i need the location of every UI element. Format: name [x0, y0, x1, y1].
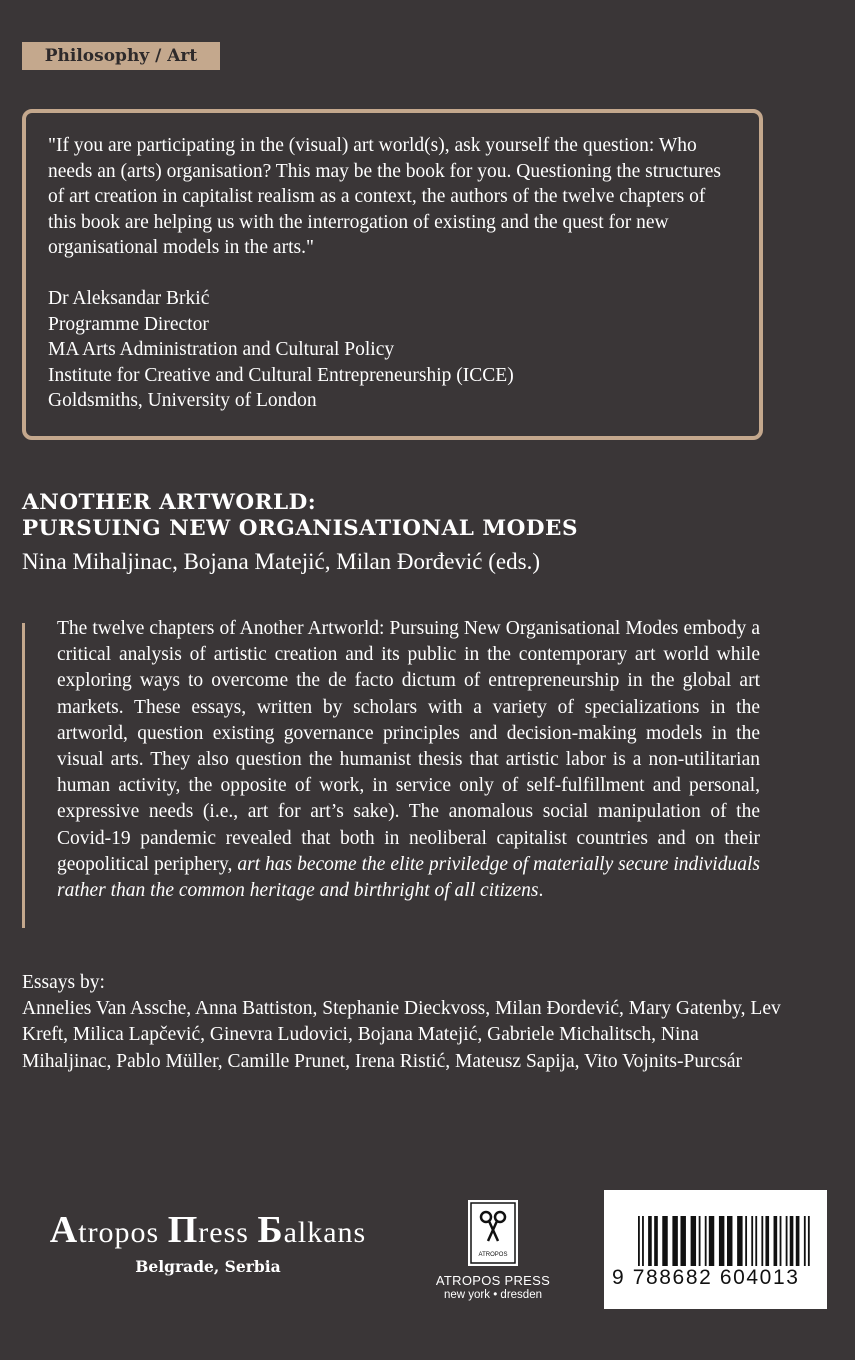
atropos-logo-label: ATROPOS: [478, 1252, 508, 1258]
barcode-bar: [654, 1216, 658, 1266]
book-title-line2: PURSUING NEW ORGANISATIONAL MODES: [22, 516, 578, 541]
barcode-bar: [737, 1216, 742, 1266]
barcode-bar: [691, 1216, 696, 1266]
barcode-bar: [680, 1216, 685, 1266]
barcode-bar: [751, 1216, 753, 1266]
barcode-bar: [808, 1216, 810, 1266]
barcode-bar: [642, 1216, 644, 1266]
essays-section: [22, 970, 782, 1075]
barcode-bar: [804, 1216, 806, 1266]
category-tag: Philosophy / Art: [22, 42, 220, 70]
book-title: [22, 490, 578, 542]
atropos-city: new york • dresden: [444, 1289, 542, 1301]
atropos-logo: [468, 1200, 518, 1266]
isbn-barcode: [604, 1190, 827, 1309]
publisher-city: Belgrade, Serbia: [135, 1257, 281, 1276]
description-rule: [22, 623, 25, 928]
book-description: [57, 616, 760, 904]
barcode-bar: [672, 1216, 677, 1266]
barcode-bar: [638, 1216, 640, 1266]
description-end: .: [538, 880, 544, 902]
barcode-bar: [786, 1216, 788, 1266]
scissors-logo-icon: [469, 1201, 517, 1265]
endorser-university: Goldsmiths, University of London: [48, 390, 317, 412]
barcode-bar: [790, 1216, 794, 1266]
barcode-bar: [662, 1216, 667, 1266]
barcode-bar: [780, 1216, 782, 1266]
book-editors: Nina Mihaljinac, Bojana Matejić, Milan Đorđević (eds.): [22, 549, 540, 574]
barcode-bar: [745, 1216, 747, 1266]
essays-heading: Essays by:: [22, 972, 105, 993]
endorser-programme: MA Arts Administration and Cultural Policy: [48, 339, 395, 361]
endorser-name: Dr Aleksandar Brkić: [48, 287, 210, 309]
barcode-bar: [699, 1216, 701, 1266]
barcode-bar: [719, 1216, 724, 1266]
endorsement-box: [22, 109, 763, 440]
barcode-bar: [709, 1216, 714, 1266]
barcode-bar: [705, 1216, 707, 1266]
barcode-bar: [755, 1216, 757, 1266]
essays-authors: Annelies Van Assche, Anna Battiston, Stephanie Dieckvoss, Milan Đordević, Mary Gatenby, Lev Kreft, Milica Lapčević, Ginevra Ludovici, Bojana Matejić, Gabriele Michalitsch, Nina Mihaljinac, Pablo Müller, Camille Prunet, Irena Ristić, Mateusz Sapija, Vito Vojnits-Purcsár: [22, 998, 781, 1072]
endorser-institute: Institute for Creative and Cultural Entrepreneurship (ICCE): [48, 364, 514, 386]
description-italic: art has become the elite priviledge of materially secure individuals rather than the common heritage and birthright of all citizens: [57, 853, 760, 902]
barcode-bar: [796, 1216, 800, 1266]
publisher-block: [28, 1209, 388, 1276]
endorsement-quote: "If you are participating in the (visual) art world(s), ask yourself the question: Who needs an (arts) organisation? This may be the book for you. Questioning the structures of art creation in capitalist realism as a context, the authors of the twelve chapters of this book are helping us with the interrogation of existing and the quest for new organisational models in the arts.": [48, 135, 721, 259]
endorser-role: Programme Director: [48, 313, 209, 335]
book-title-line1: ANOTHER ARTWORLD:: [22, 490, 317, 515]
barcode-bars: [638, 1216, 816, 1266]
barcode-bar: [727, 1216, 732, 1266]
isbn-digits: 9 788682 604013: [612, 1266, 800, 1289]
endorser-block: [48, 286, 737, 414]
barcode-bar: [774, 1216, 778, 1266]
description-main: The twelve chapters of Another Artworld: Pursuing New Organisational Modes embody a critical analysis of artistic creation and its public in the contemporary art world while exploring ways to overcome the de facto dictum of entrepreneurship in the global art markets. These essays, written by scholars with a variety of specializations in the artworld, question existing governance principles and decision-making models in the visual arts. They also question the humanist thesis that artistic labor is a non-utilitarian human activity, the opposite of work, in service only of self-fulfillment and personal, expressive needs (i.e., art for art’s sake). The anomalous social manipulation of the Covid-19 pandemic revealed that both in neoliberal capitalist countries and on their geopolitical periphery,: [57, 618, 760, 875]
barcode-bar: [648, 1216, 652, 1266]
atropos-name: ATROPOS PRESS: [435, 1273, 551, 1288]
barcode-bar: [761, 1216, 763, 1266]
barcode-bar: [765, 1216, 769, 1266]
atropos-press-block: [418, 1200, 568, 1301]
publisher-name: Atropos Пress Бalkans: [49, 1209, 367, 1251]
